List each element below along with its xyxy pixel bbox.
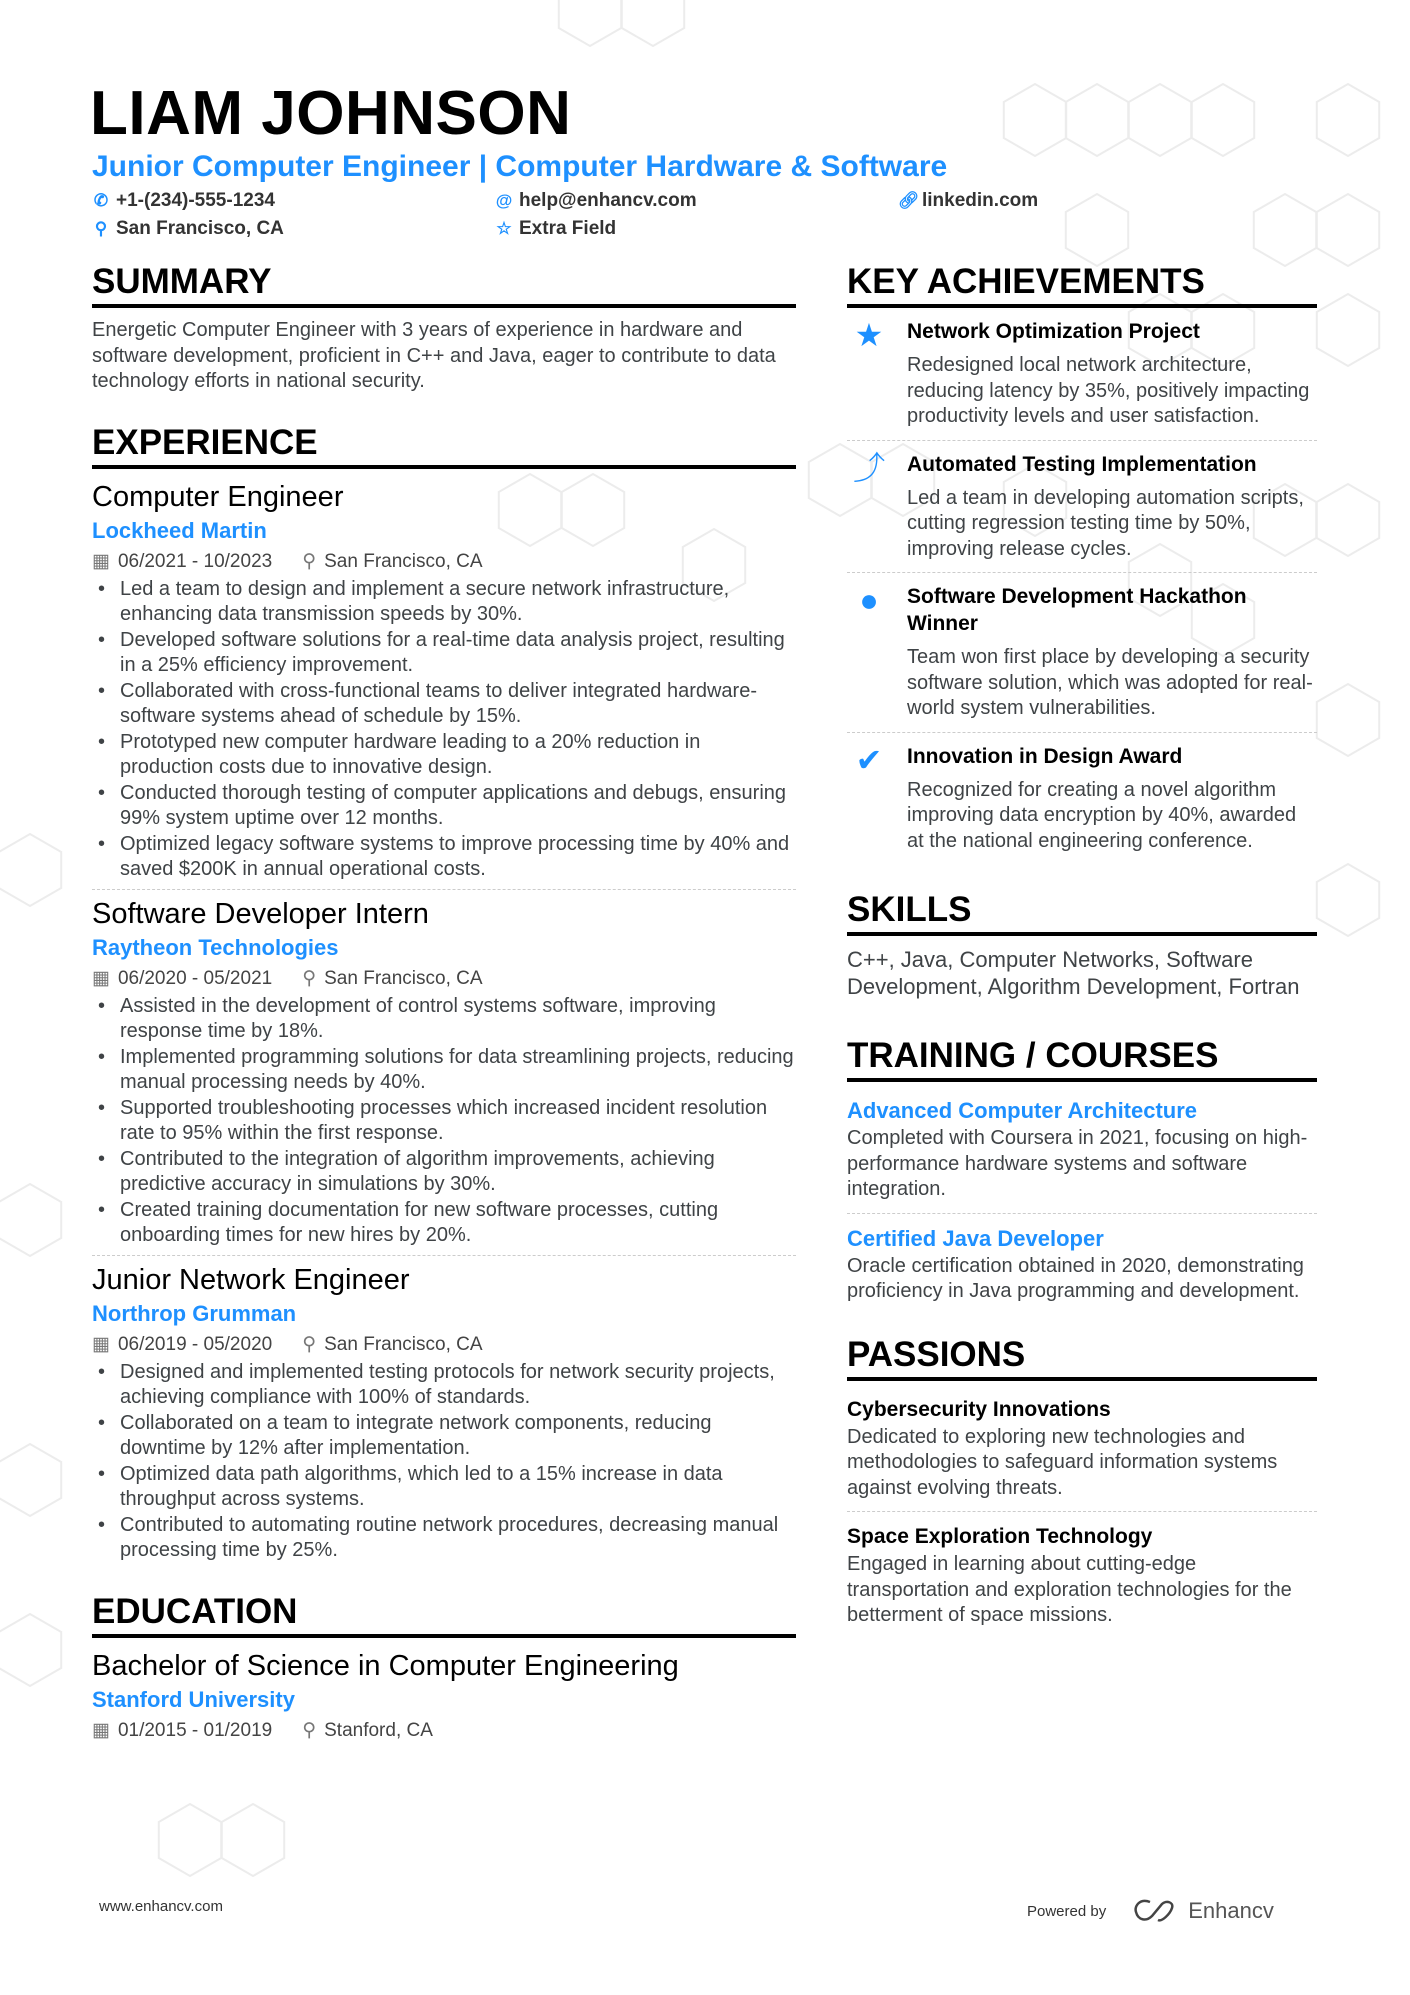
location-text: San Francisco, CA bbox=[324, 967, 483, 989]
footer-site[interactable]: www.enhancv.com bbox=[99, 1898, 223, 1915]
job-dates bbox=[92, 1330, 272, 1360]
location-text: San Francisco, CA bbox=[324, 550, 483, 572]
job-role: Computer Engineer bbox=[92, 480, 344, 513]
left-column bbox=[92, 262, 796, 1746]
achievement-content bbox=[907, 583, 1317, 722]
bullet-item: • Optimized legacy software systems to improve processing time by 40% and saved $200K in annual operational costs. bbox=[92, 832, 796, 883]
hexagon-shape bbox=[1192, 84, 1254, 156]
hexagon-shape bbox=[0, 834, 61, 906]
head-idea-icon: ● bbox=[859, 582, 879, 618]
job-role: Junior Network Engineer bbox=[92, 1263, 410, 1296]
passion-text: Engaged in learning about cutting-edge transportation and exploration technologies for the betterment of space missions. bbox=[847, 1553, 1292, 1626]
hexagon-shape bbox=[1317, 194, 1379, 266]
bullet-item: • Contributed to automating routine network procedures, decreasing manual processing time by 25%. bbox=[92, 1513, 796, 1564]
achievement-content bbox=[907, 451, 1317, 563]
passion-text: Dedicated to exploring new technologies and methodologies to safeguard information systems against evolving threats. bbox=[847, 1425, 1278, 1499]
job-location bbox=[302, 964, 482, 994]
hexagon-shape bbox=[1317, 864, 1379, 936]
hexagon-shape bbox=[1066, 194, 1128, 266]
calendar-icon: ▦ bbox=[92, 550, 110, 572]
education-section bbox=[92, 1592, 796, 1746]
hexagon-shape bbox=[559, 0, 621, 46]
link-icon: 🔗︎ bbox=[898, 191, 920, 210]
company-name[interactable]: Raytheon Technologies bbox=[92, 934, 339, 960]
dates-text: 06/2021 - 10/2023 bbox=[117, 550, 273, 572]
section-heading: KEY ACHIEVEMENTS bbox=[847, 262, 1317, 308]
job-entry bbox=[92, 896, 796, 1256]
enhancv-logo-icon bbox=[1132, 1898, 1178, 1924]
bullet-item: • Collaborated with cross-functional teams to deliver integrated hardware-software systems ahead of schedule by 15%. bbox=[92, 679, 796, 730]
bullet-item: • Prototyped new computer hardware leading to a 20% reduction in production costs due to innovative design. bbox=[92, 730, 796, 781]
course-text: Completed with Coursera in 2021, focusing on high-performance hardware systems and software integration. bbox=[847, 1127, 1308, 1200]
hexagon-shape bbox=[1066, 84, 1128, 156]
enhancv-logo[interactable]: Enhancv bbox=[1132, 1898, 1274, 1924]
at-icon: @ bbox=[495, 191, 513, 210]
candidate-name: LIAM JOHNSON bbox=[90, 79, 572, 148]
job-meta bbox=[92, 547, 796, 577]
contact-extra: ☆ Extra Field bbox=[496, 218, 617, 239]
course-title[interactable]: Advanced Computer Architecture bbox=[847, 1098, 1198, 1123]
right-column bbox=[847, 262, 1317, 1645]
job-entry bbox=[92, 479, 796, 890]
bullet-item: • Implemented programming solutions for data streamlining projects, reducing manual processing needs by 40%. bbox=[92, 1045, 796, 1096]
contact-email[interactable]: @ help@enhancv.com bbox=[495, 190, 697, 211]
summary-text: Energetic Computer Engineer with 3 years of experience in hardware and software development, proficient in C++ and Java, eager to contribute to data technology efforts in national security. bbox=[92, 319, 776, 392]
passion-item bbox=[847, 1518, 1317, 1639]
contact-linkedin[interactable]: 🔗︎ linkedin.com bbox=[898, 190, 1039, 211]
job-dates bbox=[92, 547, 272, 577]
section-heading: EXPERIENCE bbox=[92, 423, 796, 469]
job-entry bbox=[92, 1262, 796, 1570]
bullet-item: • Contributed to the integration of algorithm improvements, achieving predictive accuracy in simulations by 30%. bbox=[92, 1147, 796, 1198]
hexagon-shape bbox=[0, 1614, 61, 1686]
location-pin-icon: ⚲ bbox=[302, 1333, 317, 1355]
passion-title: Space Exploration Technology bbox=[847, 1525, 1153, 1548]
dates-text: 06/2019 - 05/2020 bbox=[117, 1333, 273, 1355]
passions-section bbox=[847, 1335, 1317, 1639]
location-pin-icon: ⚲ bbox=[302, 967, 317, 989]
achievement-item bbox=[847, 308, 1317, 441]
bullet-item: • Optimized data path algorithms, which led to a 15% increase in data throughput across systems. bbox=[92, 1462, 796, 1513]
job-location bbox=[302, 547, 482, 577]
job-meta bbox=[92, 964, 796, 994]
location-text: San Francisco, CA bbox=[324, 1333, 483, 1355]
degree: Bachelor of Science in Computer Engineering bbox=[92, 1649, 679, 1682]
phone-icon: ✆ bbox=[93, 191, 109, 210]
section-heading: TRAINING / COURSES bbox=[847, 1036, 1317, 1082]
hexagon-shape bbox=[0, 1184, 61, 1256]
hexagon-shape bbox=[1129, 84, 1191, 156]
bullet-item: • Supported troubleshooting processes which increased incident resolution rate to 95% within the first response. bbox=[92, 1096, 796, 1147]
passion-title: Cybersecurity Innovations bbox=[847, 1397, 1111, 1421]
bullet-list bbox=[92, 994, 796, 1249]
hexagon-shape bbox=[1254, 194, 1316, 266]
hexagon-shape bbox=[222, 1804, 284, 1876]
achievements-section bbox=[847, 262, 1317, 864]
achievement-content bbox=[907, 743, 1317, 855]
achievement-text: Recognized for creating a novel algorithm improving data encryption by 40%, awarded at the national engineering conference. bbox=[907, 778, 1297, 852]
bullet-item: • Led a team to design and implement a secure network infrastructure, enhancing data transmission speeds by 30%. bbox=[92, 577, 796, 628]
bullet-list bbox=[92, 577, 796, 883]
calendar-icon: ▦ bbox=[92, 1719, 110, 1741]
summary-section bbox=[92, 262, 796, 395]
footer-powered: Powered by Enhancv bbox=[1027, 1898, 1274, 1923]
section-heading: EDUCATION bbox=[92, 1592, 796, 1638]
job-dates bbox=[92, 964, 272, 994]
hexagon-shape bbox=[1317, 84, 1379, 156]
achievement-item bbox=[847, 733, 1317, 865]
course-text: Oracle certification obtained in 2020, demonstrating proficiency in Java programming and development. bbox=[847, 1254, 1304, 1302]
hexagon-shape bbox=[1004, 84, 1066, 156]
education-meta: ▦ 01/2015 - 01/2019 ⚲ Stanford, CA bbox=[92, 1719, 433, 1741]
calendar-icon: ▦ bbox=[92, 1333, 110, 1355]
bullet-item: • Assisted in the development of control systems software, improving response time by 18%. bbox=[92, 994, 796, 1045]
achievement-title: Innovation in Design Award bbox=[907, 744, 1183, 768]
achievement-item bbox=[847, 441, 1317, 574]
achievement-title: Network Optimization Project bbox=[907, 320, 1200, 343]
bullet-item: • Collaborated on a team to integrate network components, reducing downtime by 12% after implementation. bbox=[92, 1411, 796, 1462]
checkmark-icon: ✔ bbox=[855, 741, 883, 778]
experience-section bbox=[92, 423, 796, 1570]
passion-item bbox=[847, 1391, 1317, 1513]
bullet-item: • Created training documentation for new software processes, cutting onboarding times for new hires by 20%. bbox=[92, 1198, 796, 1249]
section-heading: SUMMARY bbox=[92, 262, 796, 308]
bullet-item: • Designed and implemented testing protocols for network security projects, achieving compliance with 100% of standards. bbox=[92, 1360, 796, 1411]
candidate-title: Junior Computer Engineer | Computer Hardware & Software bbox=[92, 150, 948, 183]
hexagon-shape bbox=[1317, 684, 1379, 756]
calendar-icon: ▦ bbox=[92, 967, 110, 989]
job-location bbox=[302, 1330, 482, 1360]
hexagon-shape bbox=[622, 0, 684, 46]
hexagon-shape bbox=[1317, 484, 1379, 556]
hexagon-shape bbox=[1317, 294, 1379, 366]
location-pin-icon: ⚲ bbox=[302, 550, 317, 572]
hexagon-shape bbox=[0, 1444, 61, 1516]
contact-location: ⚲ San Francisco, CA bbox=[92, 218, 284, 240]
achievement-title: Software Development Hackathon Winner bbox=[907, 585, 1247, 635]
skills-text: C++, Java, Computer Networks, Software Development, Algorithm Development, Fortran bbox=[847, 947, 1300, 999]
skills-section bbox=[847, 890, 1317, 1000]
school: Stanford University bbox=[92, 1686, 295, 1712]
company-name[interactable]: Lockheed Martin bbox=[92, 517, 267, 543]
achievement-item bbox=[847, 573, 1317, 733]
achievement-text: Redesigned local network architecture, reducing latency by 35%, positively impacting productivity levels and user satisfaction. bbox=[907, 354, 1310, 427]
star-icon: ★ bbox=[854, 317, 884, 353]
hexagon-shape bbox=[159, 1804, 221, 1876]
course-item bbox=[847, 1092, 1317, 1214]
bullet-list bbox=[92, 1360, 796, 1564]
course-item bbox=[847, 1220, 1317, 1315]
section-heading: SKILLS bbox=[847, 890, 1317, 936]
section-heading: PASSIONS bbox=[847, 1335, 1317, 1381]
strategy-arrow-icon: ⤴ bbox=[852, 449, 885, 486]
contact-phone: ✆ +1-(234)-555-1234 bbox=[93, 190, 275, 211]
bullet-item: • Conducted thorough testing of computer applications and debugs, ensuring 99% system uptime over 12 months. bbox=[92, 781, 796, 832]
course-title[interactable]: Certified Java Developer bbox=[847, 1225, 1104, 1251]
achievement-text: Led a team in developing automation scripts, cutting regression testing time by 50%, improving release cycles. bbox=[907, 486, 1304, 560]
star-outline-icon: ☆ bbox=[496, 219, 512, 238]
achievement-text: Team won first place by developing a security software solution, which was adopted for real-world system vulnerabilities. bbox=[907, 646, 1313, 719]
dates-text: 06/2020 - 05/2021 bbox=[117, 967, 273, 989]
job-role: Software Developer Intern bbox=[92, 897, 429, 930]
job-meta bbox=[92, 1330, 796, 1360]
location-pin-icon: ⚲ bbox=[302, 1719, 317, 1741]
bullet-item: • Developed software solutions for a real-time data analysis project, resulting in a 25% efficiency improvement. bbox=[92, 628, 796, 679]
company-name[interactable]: Northrop Grumman bbox=[92, 1300, 297, 1326]
achievement-content bbox=[907, 318, 1317, 430]
location-pin-icon: ⚲ bbox=[94, 219, 108, 238]
training-section bbox=[847, 1036, 1317, 1315]
achievement-title: Automated Testing Implementation bbox=[907, 452, 1257, 476]
